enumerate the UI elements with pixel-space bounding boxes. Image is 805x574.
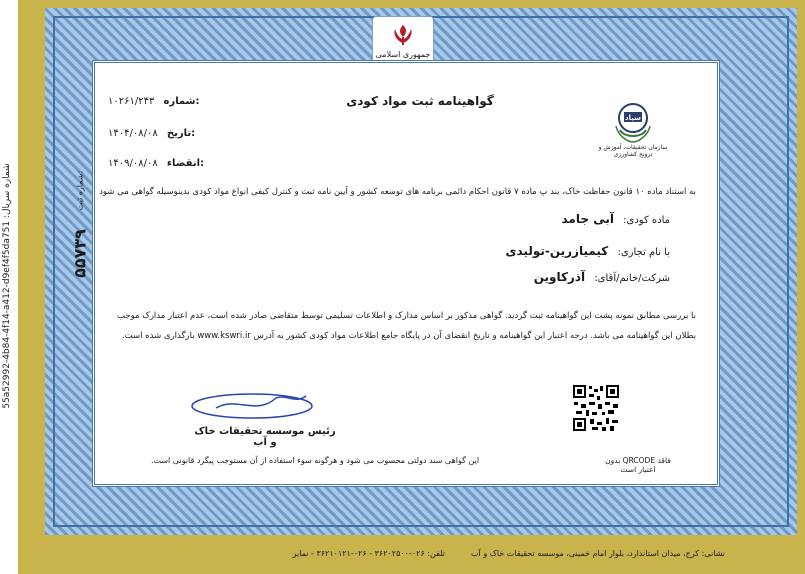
legal-note: این گواهی سند دولتی محسوب می شود و هرگونه سوء استفاده از آن مستوجب پیگرد قانونی است.	[150, 456, 480, 465]
material-value: آبی جامد	[561, 212, 614, 226]
material-label: ماده کودی:	[623, 215, 670, 226]
registration-value: ۵۵۷۳۹	[70, 229, 90, 278]
number-value: ۱۰۲۶۱/۲۴۳	[108, 96, 155, 107]
footer-address: نشانی: کرج، میدان استاندارد، بلوار امام خمینی، موسسه تحقیقات خاک و آب	[471, 549, 725, 558]
company-label: شرکت/خانم/آقای:	[594, 273, 670, 284]
number-row	[108, 96, 218, 107]
registration-vertical	[60, 170, 100, 316]
logo-name: سپاد	[625, 114, 641, 122]
certificate-statement: با بررسی مطابق نمونه پشت این گواهینامه ثبت گردید. گواهی مذکور بر اساس مدارک و اطلاعات تسلیمی توسط متقاضی صادر شده است، عدم اعتبار مدارک موجب بطلان این گواهینامه می باشد. درجه اعتبار این گواهینامه و تاریخ انقضای آن در پایگاه جامع اطلاعات مواد کودی کشور به آدرس www.kswri.ir بارگذاری شده است.	[116, 311, 696, 341]
emblem-icon	[389, 23, 417, 47]
registration-label: شماره ثبت:	[75, 170, 85, 211]
legal-intro: به استناد ماده ۱۰ قانون حفاظت خاک، بند پ ماده ۷ قانون احکام دائمی برنامه های توسعه کشور و آیین نامه ثبت و کنترل کیفی انواع مواد کودی بدینوسیله گواهی می شود	[99, 187, 696, 197]
date-row	[108, 128, 218, 139]
certificate-title: گواهینامه ثبت مواد کودی	[346, 94, 494, 108]
footer-strip	[45, 537, 805, 574]
company-value: آذرکاوین	[533, 270, 586, 284]
qr-code-icon	[572, 384, 620, 432]
number-label: شماره:	[163, 96, 200, 107]
footer-phone: تلفن: ۰۲۶-۳۶۲۰۲۵۰۰ - ۰۲۶-۳۶۲۱۰۱۲۱ - نمابر	[292, 549, 445, 558]
qr-validity-note: بدون QRCODE فاقد اعتبار است	[605, 456, 671, 474]
expiry-label: انقضاء:	[166, 158, 205, 169]
material-row	[520, 212, 670, 226]
signature-icon	[186, 386, 326, 422]
logo-caption: سازمان تحقیقات، آموزش و ترویج کشاورزی	[598, 144, 668, 158]
serial-number: شماره سریال: 55a52992-4b84-4f14-a412-d9ef4f5da751	[2, 163, 12, 409]
date-value: ۱۴۰۴/۰۸/۰۸	[108, 128, 158, 139]
company-row	[456, 270, 670, 284]
trade-name-row	[456, 244, 670, 258]
date-label: تاریخ:	[166, 128, 196, 139]
emblem-label: جمهوری اسلامی	[375, 50, 431, 59]
expiry-value: ۱۴۰۹/۰۸/۰۸	[108, 158, 158, 169]
trade-name-value: کیمیازرین-تولیدی	[505, 244, 609, 258]
expiry-row	[108, 158, 218, 169]
trade-name-label: با نام تجاری:	[617, 247, 670, 258]
signatory-title: رئیس موسسه تحقیقات خاک و آب	[194, 426, 336, 448]
serial-strip	[0, 0, 18, 574]
sepad-logo	[598, 96, 668, 160]
